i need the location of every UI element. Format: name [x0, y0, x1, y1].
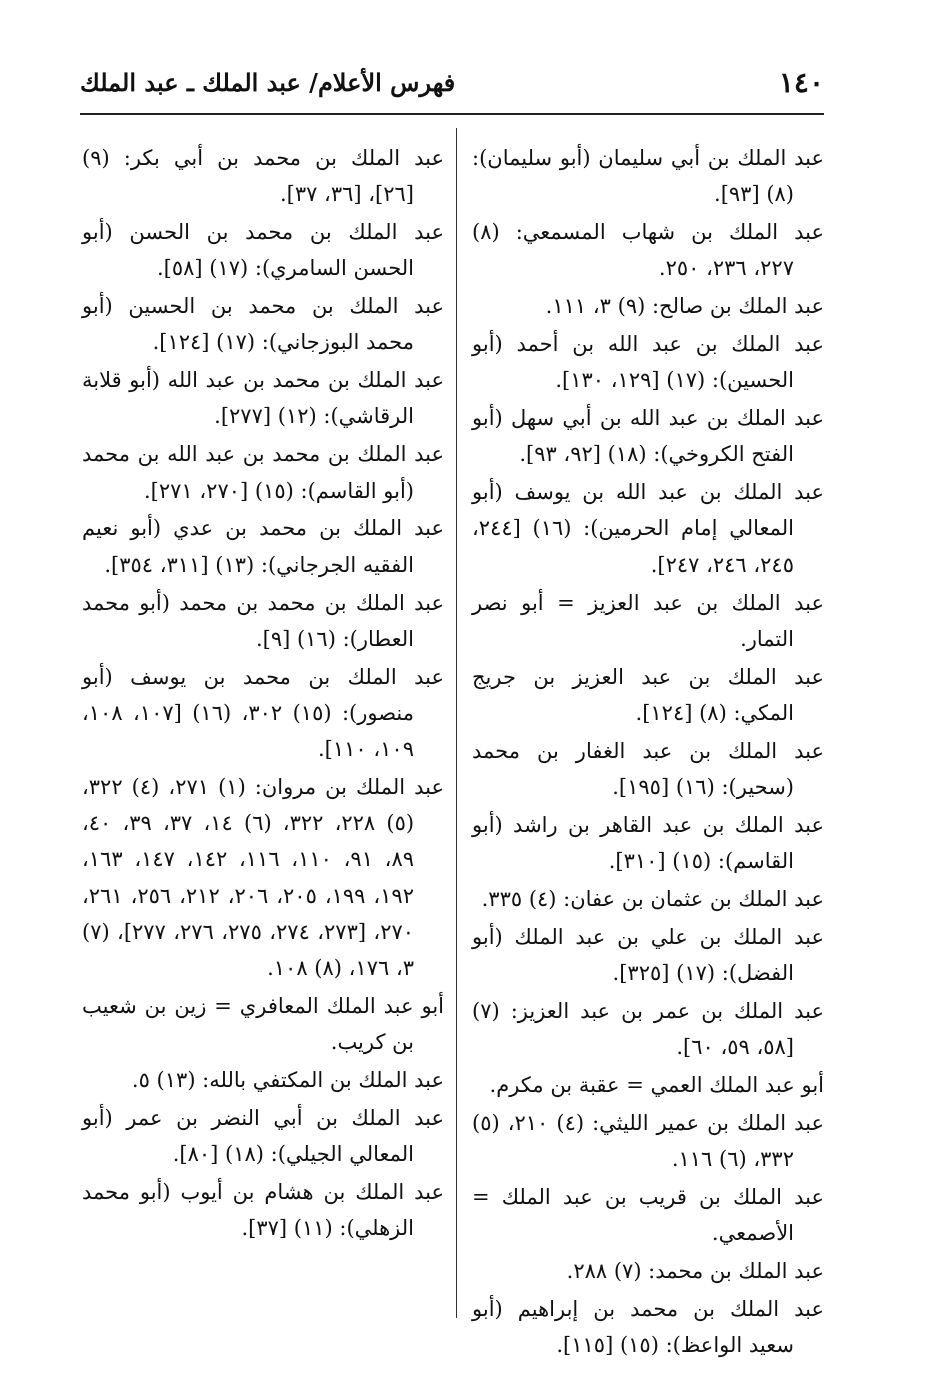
page-header: [80, 66, 824, 106]
index-entry: عبد الملك بن محمد بن عبد الله (أبو قلابة الرقاشي): (١٢) [٢٧٧].: [82, 368, 444, 429]
index-entry: عبد الملك بن محمد بن يوسف (أبو منصور): (١٥) ٣٠٢، (١٦) [١٠٧، ١٠٨، ١٠٩، ١١٠].: [82, 664, 444, 762]
index-entry: عبد الملك بن عبد الله بن أحمد (أبو الحسين): (١٧) [١٢٩، ١٣٠].: [472, 332, 824, 393]
index-entry: عبد الملك بن هشام بن أيوب (أبو محمد الزهلي): (١١) [٣٧].: [82, 1179, 444, 1241]
column-divider: [456, 128, 457, 1318]
index-entry: أبو عبد الملك المعافري = زين بن شعيب بن كريب.: [82, 993, 444, 1055]
index-entry: عبد الملك بن علي بن عبد الملك (أبو الفضل): (١٧) [٣٢٥].: [472, 924, 824, 986]
index-entry: عبد الملك بن محمد بن إبراهيم (أبو سعيد الواعظ): (١٥) [١١٥].: [472, 1296, 824, 1358]
index-entry: عبد الملك بن عثمان بن عفان: (٤) ٣٣٥.: [481, 886, 824, 911]
index-entry: عبد الملك بن صالح: (٩) ٣، ١١١.: [545, 294, 824, 319]
index-entry: عبد الملك بن عبد الله بن يوسف (أبو المعالي إمام الحرمين): (١٦) [٢٤٤، ٢٤٥، ٢٤٦، ٢٤٧].: [472, 480, 824, 577]
index-entry: عبد الملك بن عبد الله بن أبي سهل (أبو الفتح الكروخي): (١٨) [٩٢، ٩٣].: [472, 406, 824, 467]
index-entry: عبد الملك بن عبد الغفار بن محمد (سحير): (١٦) [١٩٥].: [472, 738, 824, 799]
index-entry: عبد الملك بن مروان: (١) ٢٧١، (٤) ٣٢٢، (٥) ٢٢٨، ٣٢٢، (٦) ١٤، ٣٧، ٣٩، ٤٠، ٨٩، ٩١، ١١٠، ١١٦، ١٤٢، ١٤٧، ١٦٣، ١٩٢، ١٩٩، ٢٠٥، ٢٠٦، ٢١٢، ٢٥٦، ٢٦١، ٢٧٠، [٢٧٣، ٢٧٤، ٢٧٥، ٢٧٦، ٢٧٧]، (٧) ٣، ١٧٦، (٨) ١٠٨.: [82, 774, 445, 980]
index-column-right: [472, 140, 824, 1365]
index-entry: عبد الملك بن أبي النضر بن عمر (أبو المعالي الجيلي): (١٨) [٨٠].: [82, 1105, 444, 1167]
index-entry: عبد الملك بن محمد بن عدي (أبو نعيم الفقيه الجرجاني): (١٣) [٣١١، ٣٥٤].: [82, 516, 444, 577]
index-entry: عبد الملك بن المكتفي بالله: (١٣) ٥.: [131, 1067, 444, 1092]
page-number: ١٤٠: [778, 66, 824, 99]
index-column-left: [82, 140, 444, 1248]
index-entry: عبد الملك بن محمد بن عبد الله بن محمد (أبو القاسم): (١٥) [٢٧٠، ٢٧١].: [82, 442, 444, 503]
index-entry: عبد الملك بن محمد بن الحسين (أبو محمد البوزجاني): (١٧) [١٢٤].: [82, 294, 444, 355]
running-title: فهرس الأعلام/ عبد الملك ـ عبد الملك: [80, 68, 456, 97]
index-entry: عبد الملك بن محمد بن محمد (أبو محمد العطار): (١٦) [٩].: [82, 590, 444, 651]
index-entry: عبد الملك بن عمير الليثي: (٤) ٢١٠، (٥) ٣٣٢، (٦) ١١٦.: [472, 1110, 824, 1172]
index-entry: عبد الملك بن عمر بن عبد العزيز: (٧) [٥٨، ٥٩، ٦٠].: [472, 998, 824, 1060]
index-entry: عبد الملك بن محمد: (٧) ٢٨٨.: [566, 1259, 824, 1284]
index-entry: عبد الملك بن قريب بن عبد الملك = الأصمعي.: [472, 1185, 824, 1246]
index-entry: عبد الملك بن محمد بن أبي بكر: (٩) [٢٦]، [٣٦، ٣٧].: [82, 146, 444, 207]
index-entry: عبد الملك بن شهاب المسمعي: (٨) ٢٢٧، ٢٣٦، ٢٥٠.: [472, 220, 824, 281]
index-entry: عبد الملك بن عبد القاهر بن راشد (أبو القاسم): (١٥) [٣١٠].: [472, 812, 824, 874]
header-rule: [80, 113, 824, 115]
index-entry: عبد الملك بن محمد بن الحسن (أبو الحسن السامري): (١٧) [٥٨].: [82, 220, 444, 281]
index-entry: أبو عبد الملك العمي = عقبة بن مكرم.: [489, 1073, 824, 1098]
index-entry: عبد الملك بن أبي سليمان (أبو سليمان): (٨) [٩٣].: [472, 146, 824, 207]
index-entry: عبد الملك بن عبد العزيز = أبو نصر التمار.: [472, 590, 824, 651]
index-entry: عبد الملك بن عبد العزيز بن جريج المكي: (٨) [١٢٤].: [472, 664, 824, 725]
